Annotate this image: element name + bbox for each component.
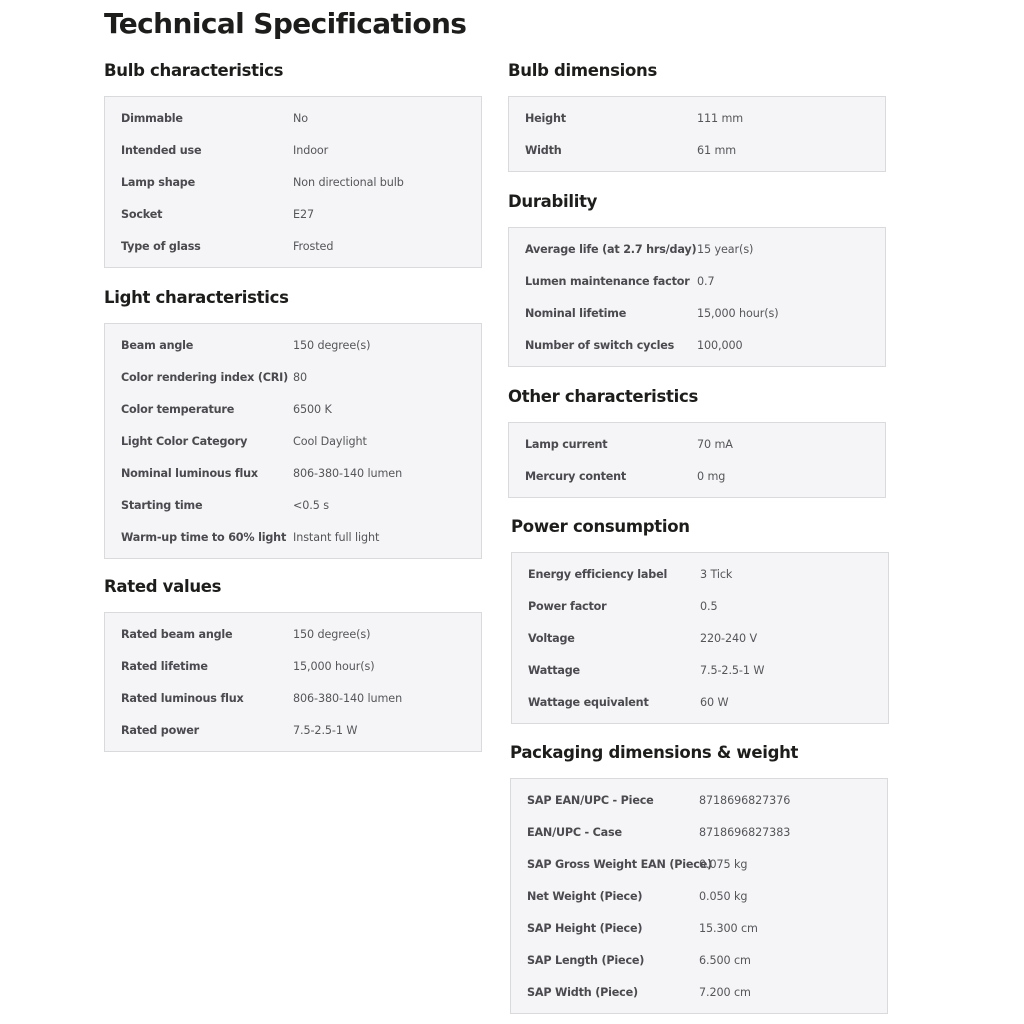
spec-value: 70 mA <box>697 437 733 451</box>
spec-label: SAP Gross Weight EAN (Piece) <box>527 857 713 871</box>
spec-row <box>509 460 885 492</box>
spec-row <box>105 521 481 553</box>
spec-label: Type of glass <box>121 239 201 253</box>
spec-value: 150 degree(s) <box>293 338 371 352</box>
spec-value: 7.200 cm <box>699 985 751 999</box>
spec-label: SAP Height (Piece) <box>527 921 643 935</box>
spec-row <box>105 425 481 457</box>
section-durability <box>508 190 886 367</box>
spec-value: 80 <box>293 370 308 384</box>
spec-label: Power factor <box>528 599 607 613</box>
spec-value: 61 mm <box>697 143 737 157</box>
spec-row <box>105 166 481 198</box>
spec-row <box>511 848 887 880</box>
spec-table <box>104 96 482 268</box>
spec-label: Beam angle <box>121 338 194 352</box>
spec-row <box>509 134 885 166</box>
spec-row <box>105 230 481 262</box>
spec-label: Nominal lifetime <box>525 306 627 320</box>
spec-row <box>105 102 481 134</box>
spec-label: Width <box>525 143 562 157</box>
spec-row <box>509 329 885 361</box>
spec-row <box>509 102 885 134</box>
spec-row <box>512 622 888 654</box>
spec-row <box>509 233 885 265</box>
section-title: Rated values <box>104 577 222 596</box>
spec-row <box>511 880 887 912</box>
spec-label: SAP Length (Piece) <box>527 953 645 967</box>
spec-value: 0.5 <box>700 599 718 613</box>
spec-row <box>512 686 888 718</box>
spec-row <box>105 361 481 393</box>
spec-label: EAN/UPC - Case <box>527 825 622 839</box>
spec-value: 7.5-2.5-1 W <box>293 723 358 737</box>
spec-value: 15 year(s) <box>697 242 754 256</box>
section-title: Bulb characteristics <box>104 61 284 80</box>
spec-value: 15.300 cm <box>699 921 758 935</box>
section-rated-values <box>104 575 482 752</box>
spec-row <box>509 297 885 329</box>
spec-row <box>105 457 481 489</box>
spec-row <box>105 714 481 746</box>
spec-value: 60 W <box>700 695 729 709</box>
spec-table <box>511 552 889 724</box>
spec-table <box>508 422 886 498</box>
spec-table <box>510 778 888 1014</box>
spec-label: Nominal luminous flux <box>121 466 258 480</box>
spec-row <box>511 912 887 944</box>
section-title: Packaging dimensions & weight <box>510 743 799 762</box>
spec-value: 806-380-140 lumen <box>293 691 403 705</box>
spec-label: Wattage <box>528 663 580 677</box>
spec-label: Lumen maintenance factor <box>525 274 690 288</box>
spec-value: 15,000 hour(s) <box>293 659 375 673</box>
section-title: Power consumption <box>511 517 690 536</box>
spec-label: Rated lifetime <box>121 659 208 673</box>
spec-value: 220-240 V <box>700 631 758 645</box>
page-title: Technical Specifications <box>104 7 467 40</box>
spec-label: Lamp current <box>525 437 608 451</box>
section-title: Light characteristics <box>104 288 289 307</box>
spec-row <box>511 976 887 1008</box>
section-title: Durability <box>508 192 598 211</box>
spec-row <box>105 682 481 714</box>
spec-value: 150 degree(s) <box>293 627 371 641</box>
spec-row <box>105 489 481 521</box>
spec-value: 806-380-140 lumen <box>293 466 403 480</box>
spec-table <box>104 612 482 752</box>
spec-row <box>509 428 885 460</box>
spec-value: E27 <box>293 207 315 221</box>
spec-row <box>105 618 481 650</box>
spec-value: Instant full light <box>293 530 380 544</box>
spec-value: Indoor <box>293 143 329 157</box>
spec-label: Net Weight (Piece) <box>527 889 643 903</box>
spec-table <box>104 323 482 559</box>
spec-label: Average life (at 2.7 hrs/day) <box>525 242 697 256</box>
spec-label: Rated power <box>121 723 199 737</box>
spec-label: Energy efficiency label <box>528 567 668 581</box>
spec-row <box>105 134 481 166</box>
spec-label: Color rendering index (CRI) <box>121 370 289 384</box>
spec-value: <0.5 s <box>293 498 329 512</box>
section-other-characteristics <box>508 385 886 498</box>
spec-row <box>105 198 481 230</box>
spec-value: 111 mm <box>697 111 744 125</box>
spec-label: Warm-up time to 60% light <box>121 530 287 544</box>
spec-value: 100,000 <box>697 338 743 352</box>
spec-value: 0.7 <box>697 274 715 288</box>
section-light-characteristics <box>104 286 482 559</box>
spec-value: Non directional bulb <box>293 175 404 189</box>
spec-table <box>508 96 886 172</box>
spec-label: Dimmable <box>121 111 183 125</box>
spec-label: Socket <box>121 207 163 221</box>
spec-row <box>105 650 481 682</box>
spec-value: Cool Daylight <box>293 434 367 448</box>
spec-label: SAP EAN/UPC - Piece <box>527 793 654 807</box>
spec-value: Frosted <box>293 239 334 253</box>
section-packaging-dimensions <box>510 741 888 1014</box>
section-title: Bulb dimensions <box>508 61 658 80</box>
spec-row <box>512 590 888 622</box>
spec-label: Lamp shape <box>121 175 196 189</box>
spec-label: Rated luminous flux <box>121 691 244 705</box>
spec-row <box>509 265 885 297</box>
section-title: Other characteristics <box>508 387 698 406</box>
spec-value: 7.5-2.5-1 W <box>700 663 765 677</box>
spec-label: Color temperature <box>121 402 235 416</box>
spec-row <box>511 784 887 816</box>
spec-table <box>508 227 886 367</box>
spec-value: 6.500 cm <box>699 953 751 967</box>
spec-label: Starting time <box>121 498 203 512</box>
spec-value: 8718696827383 <box>699 825 791 839</box>
spec-row <box>512 558 888 590</box>
spec-label: Mercury content <box>525 469 627 483</box>
spec-label: Intended use <box>121 143 202 157</box>
spec-label: Voltage <box>528 631 575 645</box>
spec-row <box>105 329 481 361</box>
section-bulb-dimensions <box>508 59 886 172</box>
section-power-consumption <box>511 515 889 724</box>
spec-value: 8718696827376 <box>699 793 791 807</box>
spec-label: SAP Width (Piece) <box>527 985 638 999</box>
spec-row <box>511 944 887 976</box>
spec-value: 0.050 kg <box>699 889 748 903</box>
spec-value: 6500 K <box>293 402 332 416</box>
spec-label: Number of switch cycles <box>525 338 675 352</box>
spec-value: 0.075 kg <box>699 857 748 871</box>
spec-value: 0 mg <box>697 469 726 483</box>
spec-label: Light Color Category <box>121 434 248 448</box>
spec-label: Rated beam angle <box>121 627 233 641</box>
spec-row <box>511 816 887 848</box>
spec-value: No <box>293 111 309 125</box>
spec-label: Wattage equivalent <box>528 695 649 709</box>
spec-value: 3 Tick <box>700 567 733 581</box>
section-bulb-characteristics <box>104 59 482 268</box>
spec-row <box>105 393 481 425</box>
spec-label: Height <box>525 111 566 125</box>
spec-row <box>512 654 888 686</box>
spec-value: 15,000 hour(s) <box>697 306 779 320</box>
